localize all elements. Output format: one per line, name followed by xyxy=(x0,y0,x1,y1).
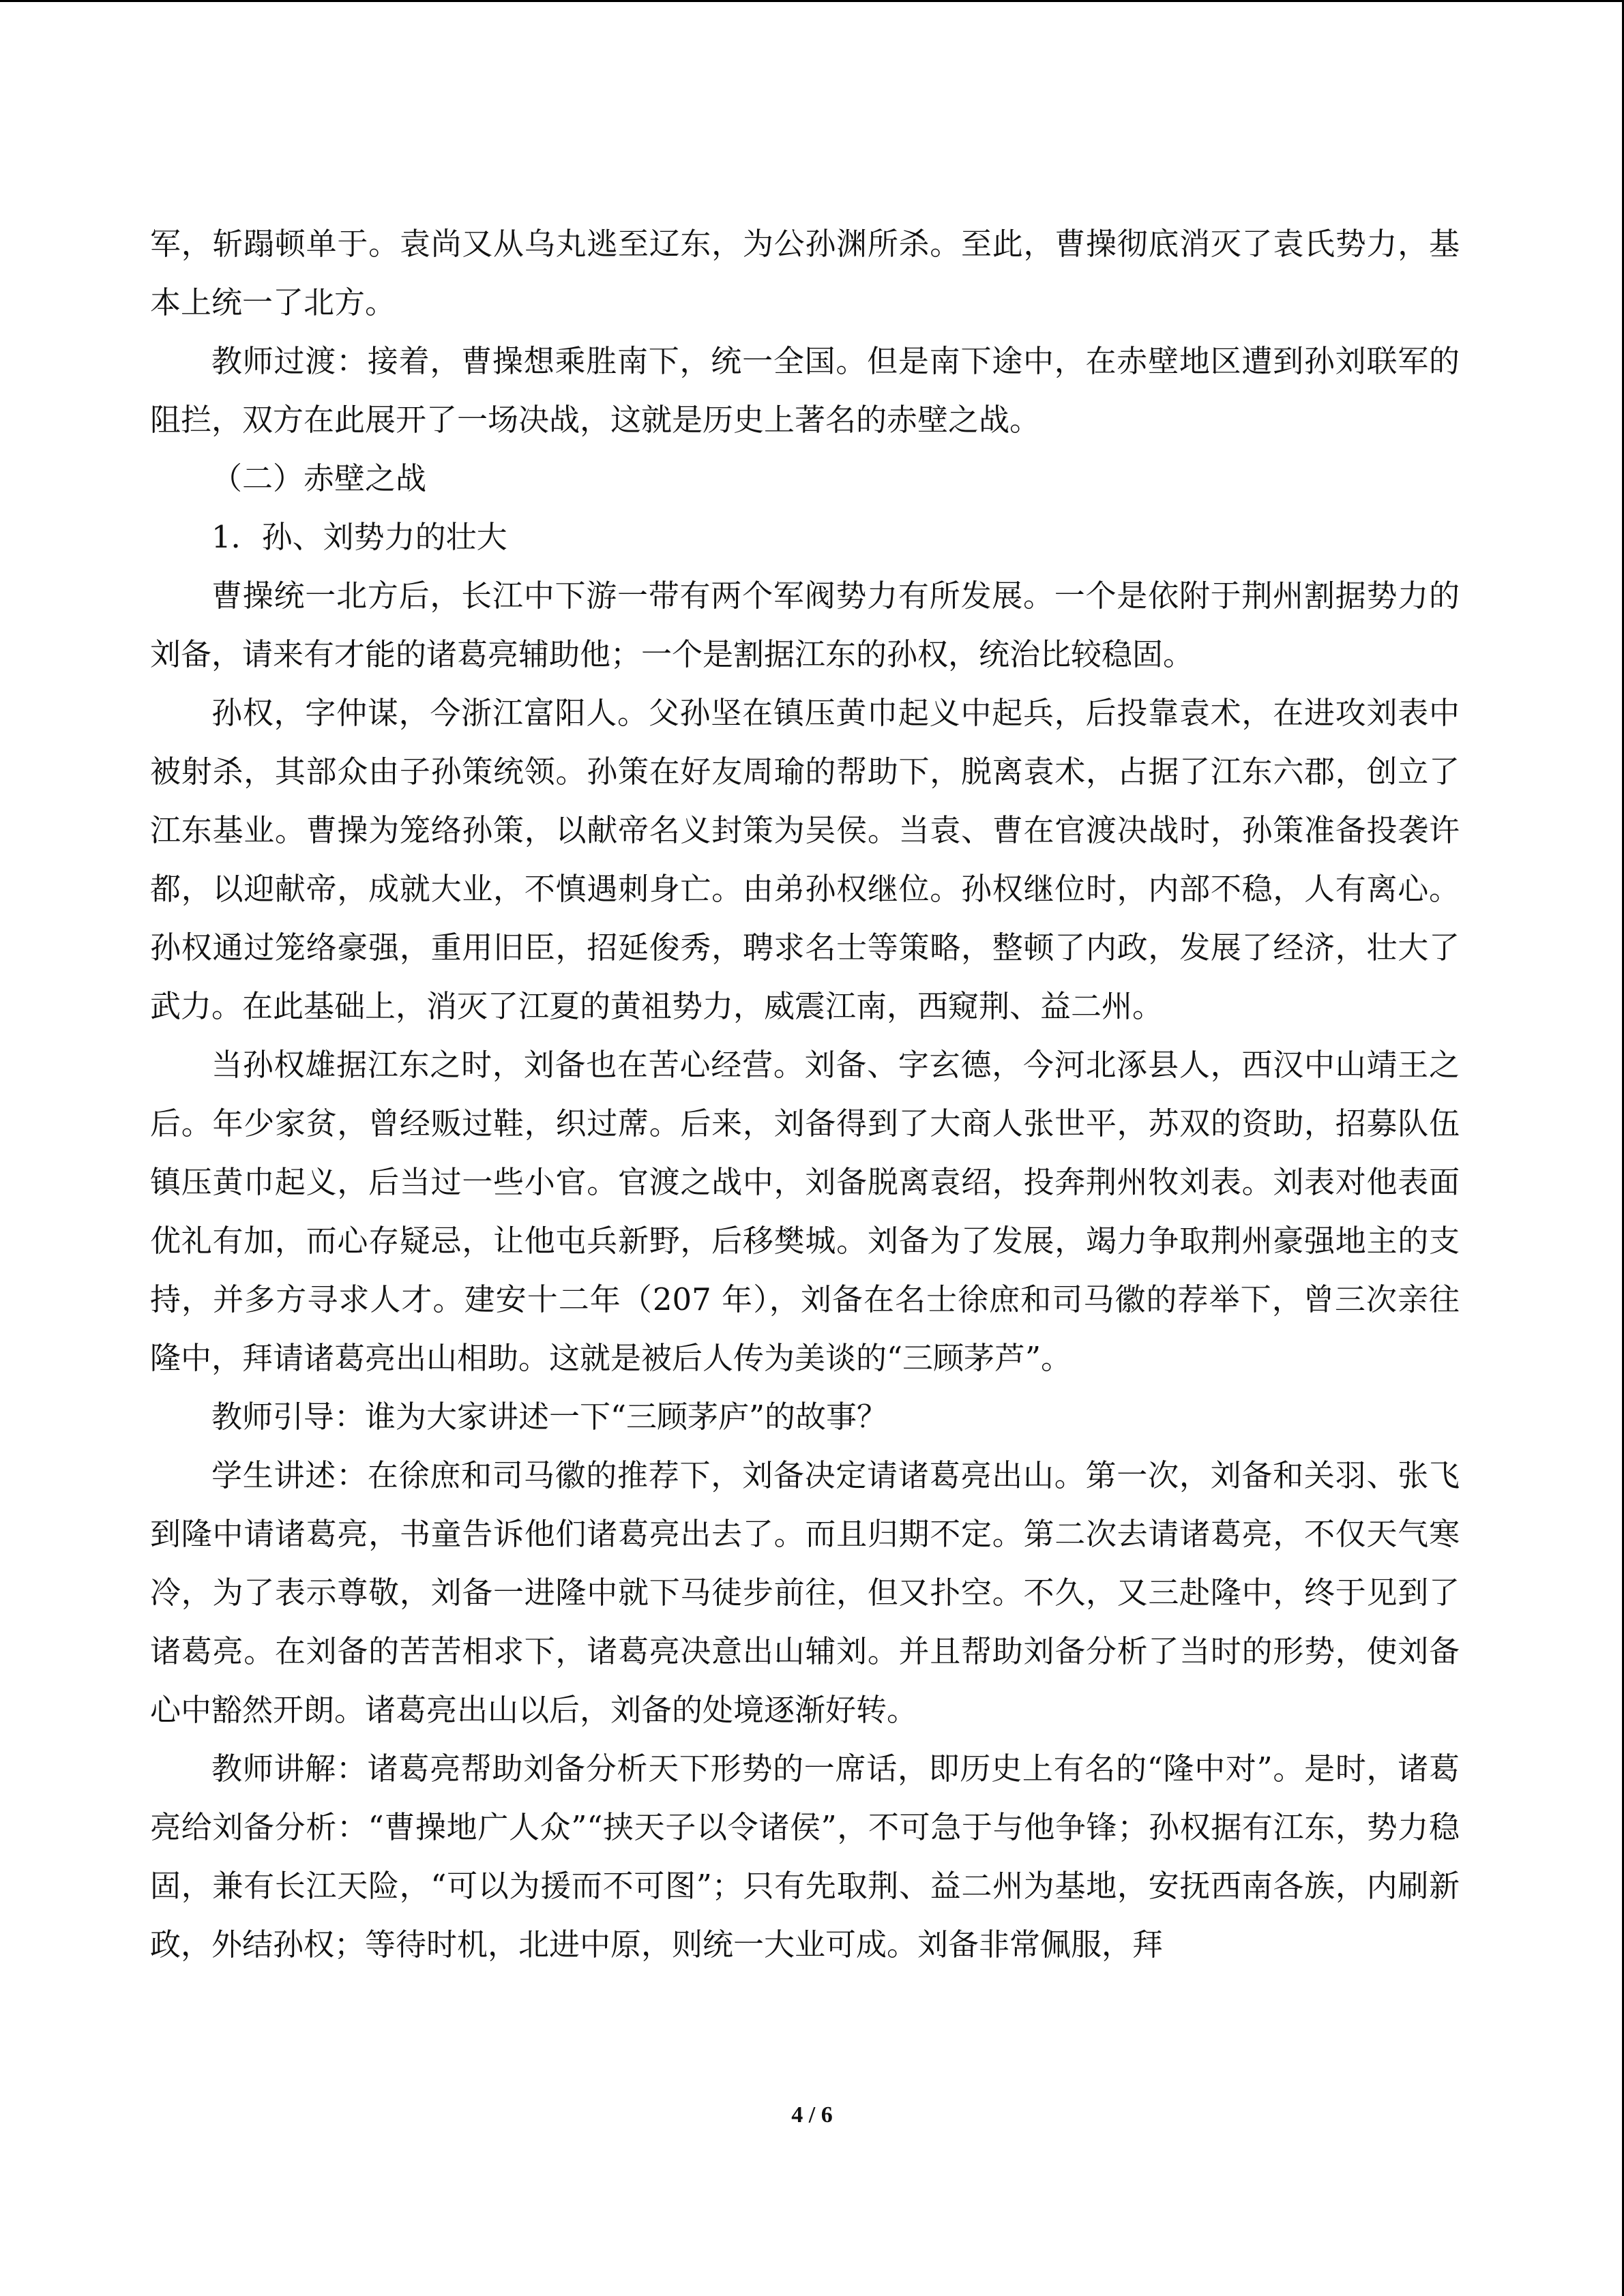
paragraph: 军，斩蹋顿单于。袁尚又从乌丸逃至辽东，为公孙渊所杀。至此，曹操彻底消灭了袁氏势力，基本上统一了北方。 xyxy=(150,226,1460,320)
paragraph: 教师引导：谁为大家讲述一下“三顾茅庐”的故事？ xyxy=(211,1399,888,1435)
document-body xyxy=(150,215,1460,1974)
subsection-heading: 1．孙、刘势力的壮大 xyxy=(211,519,507,555)
paragraph: 当孙权雄据江东之时，刘备也在苦心经营。刘备、字玄德，今河北涿县人，西汉中山靖王之后。年少家贫，曾经贩过鞋，织过蓆。后来，刘备得到了大商人张世平，苏双的资助，招募队伍镇压黄巾起义，后当过一些小官。官渡之战中，刘备脱离袁绍，投奔荆州牧刘表。刘表对他表面优礼有加，而心存疑忌，让他屯兵新野，后移樊城。刘备为了发展，竭力争取荆州豪强地主的支持，并多方寻求人才。建安十二年（207 年），刘备在名士徐庶和司马徽的荐举下，曾三次亲往隆中，拜请诸葛亮出山相助。这就是被后人传为美谈的“三顾茅芦”。 xyxy=(150,1047,1460,1376)
section-heading: （二）赤壁之战 xyxy=(211,460,427,496)
page-number: 4 / 6 xyxy=(791,2102,833,2128)
paragraph: 曹操统一北方后，长江中下游一带有两个军阀势力有所发展。一个是依附于荆州割据势力的刘备，请来有才能的诸葛亮辅助他；一个是割据江东的孙权，统治比较稳固。 xyxy=(150,578,1460,672)
paragraph: 孙权，字仲谋，今浙江富阳人。父孙坚在镇压黄巾起义中起兵，后投靠袁术，在进攻刘表中被射杀，其部众由子孙策统领。孙策在好友周瑜的帮助下，脱离袁术，占据了江东六郡，创立了江东基业。曹操为笼络孙策，以献帝名义封策为吴侯。当袁、曹在官渡决战时，孙策准备投袭许都，以迎献帝，成就大业，不慎遇刺身亡。由弟孙权继位。孙权继位时，内部不稳，人有离心。孙权通过笼络豪强，重用旧臣，招延俊秀，聘求名士等策略，整顿了内政，发展了经济，壮大了武力。在此基础上，消灭了江夏的黄祖势力，威震江南，西窥荆、益二州。 xyxy=(150,695,1460,1024)
paragraph: 学生讲述：在徐庶和司马徽的推荐下，刘备决定请诸葛亮出山。第一次，刘备和关羽、张飞到隆中请诸葛亮，书童告诉他们诸葛亮出去了。而且归期不定。第二次去请诸葛亮，不仅天气寒冷，为了表示尊敬，刘备一进隆中就下马徒步前往，但又扑空。不久，又三赴隆中，终于见到了诸葛亮。在刘备的苦苦相求下，诸葛亮决意出山辅刘。并且帮助刘备分析了当时的形势，使刘备心中豁然开朗。诸葛亮出山以后，刘备的处境逐渐好转。 xyxy=(150,1457,1460,1728)
paragraph: 教师过渡：接着，曹操想乘胜南下，统一全国。但是南下途中，在赤壁地区遭到孙刘联军的阻拦，双方在此展开了一场决战，这就是历史上著名的赤壁之战。 xyxy=(150,343,1460,438)
paragraph: 教师讲解：诸葛亮帮助刘备分析天下形势的一席话，即历史上有名的“隆中对”。是时，诸葛亮给刘备分析：“曹操地广人众”“挟天子以令诸侯”，不可急于与他争锋；孙权据有江东，势力稳固，兼有长江天险，“可以为援而不可图”；只有先取荆、益二州为基地，安抚西南各族，内刷新政，外结孙权；等待时机，北进中原，则统一大业可成。刘备非常佩服，拜 xyxy=(150,1750,1460,1963)
